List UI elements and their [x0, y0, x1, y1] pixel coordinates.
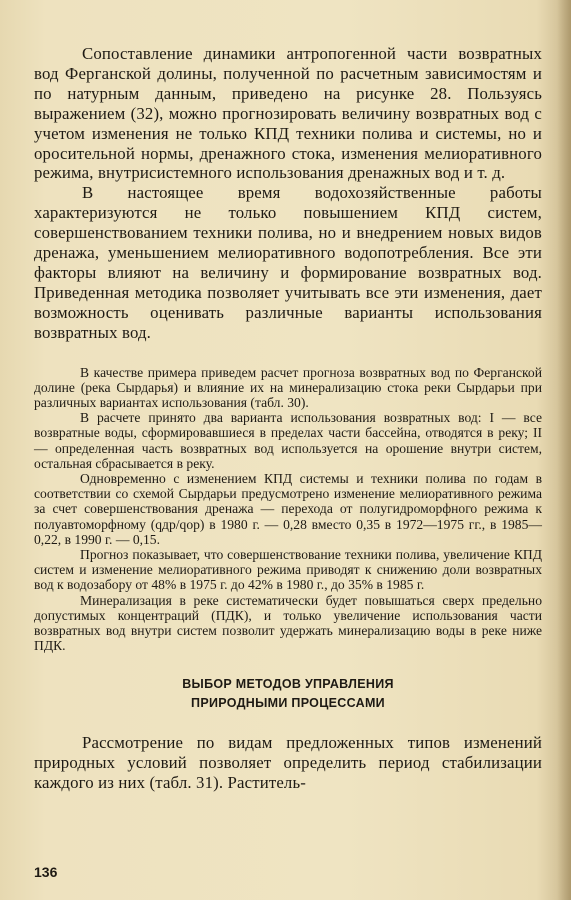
page-edge-shadow — [557, 0, 571, 900]
section-heading-line: ВЫБОР МЕТОДОВ УПРАВЛЕНИЯ — [182, 677, 394, 692]
body-paragraph: Сопоставление динамики антропогенной части возвратных вод Ферганской долины, полученной по расчетным зависимостям и по натурным данным, приведено на рисунке 28. Пользуясь выражением (32), можно прогнозировать величину возвратных вод с учетом изменения не только КПД техники полива и системы, но и оросительной нормы, дренажного стока, изменения мелиоративного режима, внутрисистемного использования дренажных вод и т. д. — [34, 44, 542, 183]
section-heading-line: ПРИРОДНЫМИ ПРОЦЕССАМИ — [191, 696, 385, 711]
section-heading — [34, 675, 542, 713]
small-paragraph: Прогноз показывает, что совершенствование техники полива, увеличение КПД систем и изменение мелиоративного режима приводят к снижению доли возвратных вод к водозабору от 48% в 1975 г. до 42% в 1980 г., до 35% в 1985 г. — [34, 547, 542, 593]
page-number: 136 — [34, 864, 58, 880]
small-paragraph: В расчете принято два варианта использования возвратных вод: I — все возвратные воды, сформировавшиеся в пределах части бассейна, отводятся в реку; II — определенная часть возвратных вод используется на орошение внутри систем, остальная сбрасывается в реку. — [34, 410, 542, 471]
small-print-block — [34, 365, 542, 654]
small-paragraph: Одновременно с изменением КПД системы и техники полива по годам в соответствии со схемой Сырдарьи предусмотрено изменение мелиоративного режима за счет совершенствования дренажа — перехода от полугидроморфного режима к полуавтоморфному (qдр/qор) в 1980 г. — 0,28 вместо 0,35 в 1972—1975 гг., в 1985—0,22, в 1990 г. — 0,15. — [34, 471, 542, 547]
small-paragraph: Минерализация в реке систематически будет повышаться сверх предельно допустимых концентраций (ПДК), и только увеличение использования части возвратных вод внутри систем позволит удержать минерализацию воды в реке ниже ПДК. — [34, 592, 542, 654]
page-content — [34, 44, 542, 793]
body-paragraph: Рассмотрение по видам предложенных типов изменений природных условий позволяет определить период стабилизации каждого из них (табл. 31). Раститель- — [34, 733, 542, 793]
small-paragraph: В качестве примера приведем расчет прогноза возвратных вод по Ферганской долине (река Сырдарья) и влияние их на минерализацию стока реки Сырдарьи при различных вариантах использования (табл. 30). — [34, 364, 542, 410]
body-paragraph: В настоящее время водохозяйственные работы характеризуются не только повышением КПД систем, совершенствованием техники полива, но и внедрением новых видов дренажа, уменьшением мелиоративного водопотребления. Все эти факторы влияют на величину и формирование возвратных вод. Приведенная методика позволяет учитывать все эти изменения, дает возможность оценивать различные варианты использования возвратных вод. — [34, 183, 542, 342]
